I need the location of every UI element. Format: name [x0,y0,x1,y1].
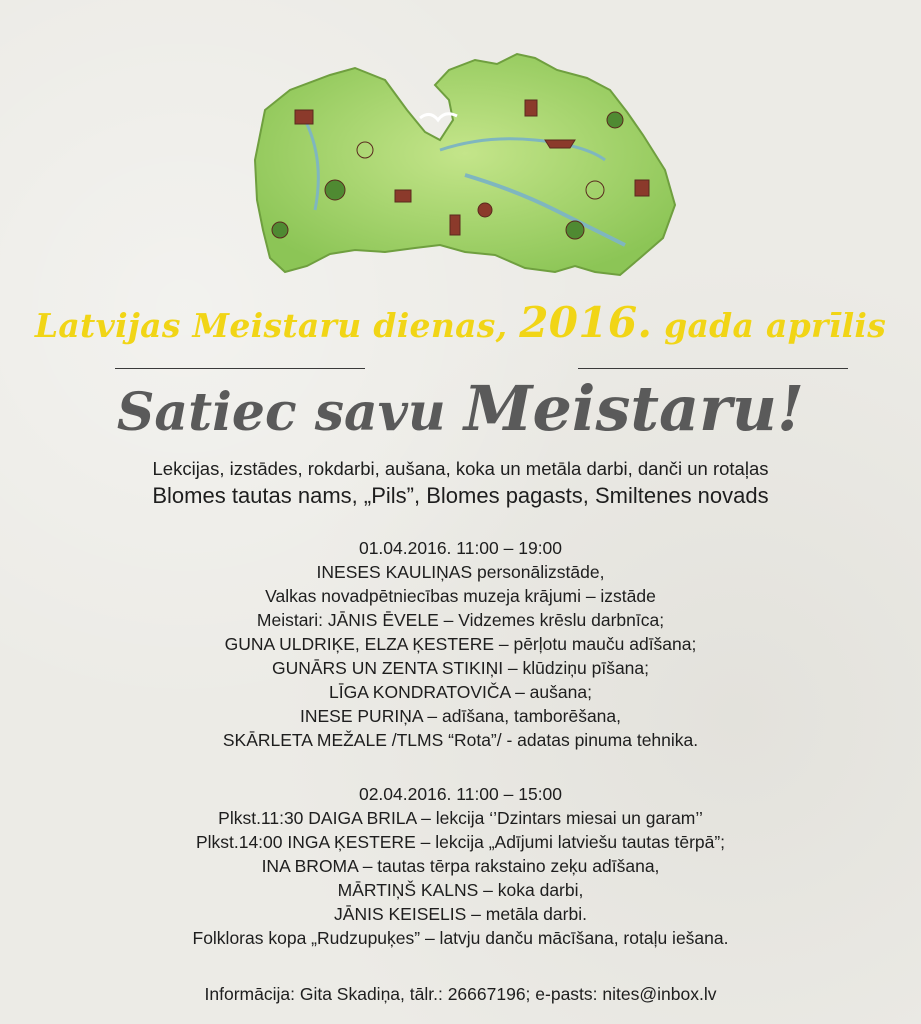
tree-icon [566,221,584,239]
schedule-line: Plkst.14:00 INGA ĶESTERE – lekcija „Adījumi latviešu tautas tērpā”; [195,832,726,852]
divider-right [578,368,848,369]
barrel-icon [525,100,537,116]
venue-subtitle: Blomes tautas nams, „Pils”, Blomes pagasts, Smiltenes novads [152,483,769,508]
latvia-map-illustration [235,40,685,290]
schedule-line: INA BROMA – tautas tērpa rakstaino zeķu adīšana, [261,856,660,876]
tree-icon [607,112,623,128]
day2-schedule [0,782,921,950]
heading-event-month: gada aprīlis [652,306,887,345]
heading-event-title [0,298,921,347]
map-svg [235,40,685,290]
schedule-line: Folkloras kopa „Rudzupuķes” – latvju danču mācīšana, rotaļu iešana. [192,928,729,948]
heading-slogan [0,372,921,445]
pot-icon [478,203,492,217]
divider-left [115,368,365,369]
contact-info: Informācija: Gita Skadiņa, tālr.: 26667196; e-pasts: nites@inbox.lv [204,984,717,1004]
schedule-line: GUNA ULDRIĶE, ELZA ĶESTERE – pērļotu mauču adīšana; [224,634,697,654]
boat-icon [545,140,575,148]
house-icon [395,190,411,202]
schedule-line: LĪGA KONDRATOVIČA – aušana; [329,682,592,702]
schedule-line: MĀRTIŅŠ KALNS – koka darbi, [337,880,584,900]
schedule-line: JĀNIS KEISELIS – metāla darbi. [334,904,587,924]
day1-date-time: 01.04.2016. 11:00 – 19:00 [358,538,563,558]
tree-icon [325,180,345,200]
schedule-line: INESE PURIŅA – adīšana, tamborēšana, [300,706,621,726]
heading-slogan-part2: Meistaru! [463,372,805,445]
heading-event-name: Latvijas Meistaru dienas, [34,306,520,345]
heading-slogan-part1: Satiec savu [116,382,464,443]
heading-event-year: 2016. [519,298,653,347]
activities-subtitle: Lekcijas, izstādes, rokdarbi, aušana, koka un metāla darbi, danči un rotaļas [152,458,769,479]
schedule-line: Valkas novadpētniecības muzeja krājumi – izstāde [265,586,656,606]
schedule-line: Plkst.11:30 DAIGA BRILA – lekcija ‘’Dzintars miesai un garam’’ [218,808,703,828]
day1-schedule [0,536,921,752]
schedule-line: Meistari: JĀNIS ĒVELE – Vidzemes krēslu darbnīca; [256,610,665,630]
schedule-line: INESES KAULIŅAS personālizstāde, [316,562,605,582]
tree-icon [272,222,288,238]
schedule-line: GUNĀRS UN ZENTA STIKIŅI – klūdziņu pīšana; [271,658,650,678]
mill-icon [635,180,649,196]
schedule-line: SKĀRLETA MEŽALE /TLMS “Rota”/ - adatas pinuma tehnika. [222,730,699,750]
barn-icon [295,110,313,124]
tower-icon [450,215,460,235]
day2-date-time: 02.04.2016. 11:00 – 15:00 [358,784,563,804]
